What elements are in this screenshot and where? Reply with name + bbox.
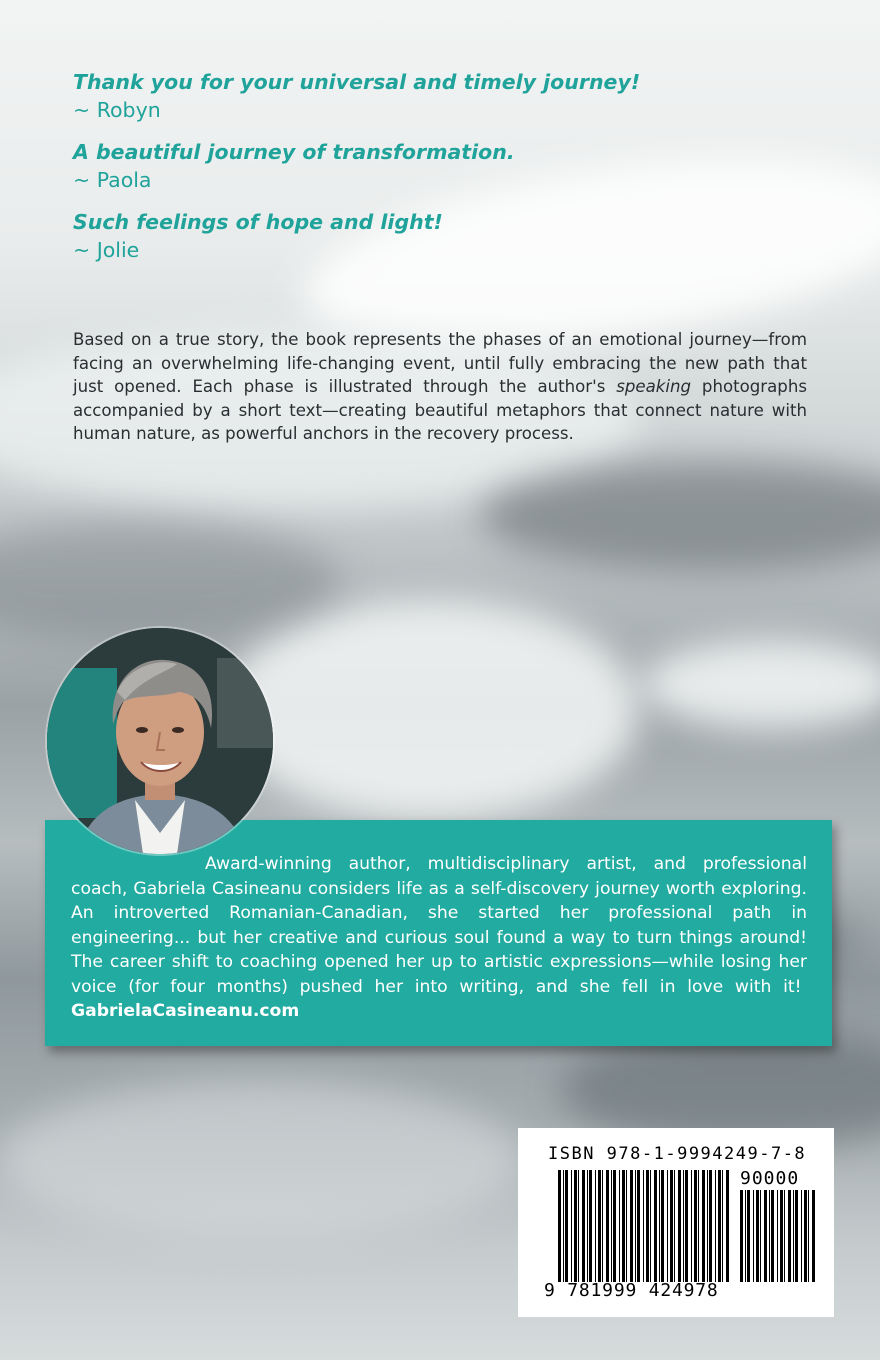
barcode-bar [769,1190,770,1282]
barcode-bar [626,1170,627,1282]
barcode-bar [606,1170,609,1282]
review [73,208,673,264]
barcode-bar [702,1170,705,1282]
barcode-bar [602,1170,603,1282]
barcode-bar [635,1170,636,1282]
barcode-bar [558,1170,561,1282]
review-quote: Thank you for your universal and timely journey! [73,70,641,94]
review-author: ~ Jolie [73,238,140,262]
barcode-bar [745,1190,746,1282]
barcode-bar [650,1170,651,1282]
author-portrait-image [47,628,273,854]
barcode-bar [788,1190,791,1282]
barcode-bar [784,1190,785,1282]
barcode-bar [565,1170,568,1282]
barcode-bar [715,1170,716,1282]
book-description [73,328,807,446]
barcode-bar [698,1170,699,1282]
author-photo [47,628,273,854]
barcode-bar [630,1170,633,1282]
review [73,138,673,194]
barcode-bar [563,1170,564,1282]
barcode-bar [659,1170,660,1282]
barcode-bar [598,1170,601,1282]
barcode-bar [804,1190,807,1282]
description-text-continued: photographs accompanied by a short text—creating beautiful metaphors that connect nature with human nature, as powerful anchors in the recovery process. [73,377,807,444]
barcode-bar [709,1170,712,1282]
barcode-bar [611,1170,612,1282]
barcode-bar [771,1190,774,1282]
barcode-bar [801,1190,802,1282]
barcode-bar [756,1190,759,1282]
review-quote: A beautiful journey of transformation. [73,140,515,164]
barcode-bar [589,1170,592,1282]
barcode-bar [613,1170,616,1282]
review-quote: Such feelings of hope and light! [73,210,443,234]
description-emphasis: speaking [616,377,692,397]
ean-barcode-bars [558,1170,730,1282]
addon-barcode-bars [740,1190,816,1282]
isbn-barcode [518,1128,834,1317]
barcode-bar [683,1170,684,1282]
ean-digits: 9 781999 424978 [544,1280,719,1301]
barcode-bar [685,1170,688,1282]
barcode-bar [595,1170,596,1282]
barcode-bar [587,1170,588,1282]
barcode-bar [582,1170,585,1282]
barcode-bar [726,1170,729,1282]
barcode-bar [694,1170,697,1282]
barcode-bar [777,1190,778,1282]
barcode-bar [646,1170,649,1282]
barcode-bar [753,1190,754,1282]
barcode-bar [637,1170,640,1282]
review [73,68,673,124]
review-author: ~ Robyn [73,98,161,122]
barcode-bar [808,1190,809,1282]
author-bio-text: Award-winning author, multidisciplinary artist, and professional coach, Gabriela Casineanu considers life as a self-discovery journey worth exploring. An introverted Romanian-Canadian, she started her professional path in engineering... but her creative and curious soul found a way to turn things around! The career shift to coaching opened her up to artistic expressions—while losing her voice (for four months) pushed her into writing, and she fell in love with it! [71,854,807,997]
isbn-label: ISBN 978-1-9994249-7-8 [548,1144,807,1164]
author-bio [71,852,807,1024]
review-author: ~ Paola [73,168,152,192]
description-text: Based on a true story, the book represents the phases of an emotional journey—from facing an overwhelming life-changing event, until fully embracing the new path that just opened. Each phase is illustrated through the author's [73,330,807,397]
author-website: GabrielaCasineanu.com [71,1001,300,1021]
reviews-section [73,68,673,278]
barcode-bar [764,1190,767,1282]
barcode-bar [795,1190,798,1282]
barcode-bar [654,1170,657,1282]
barcode-bar [619,1170,620,1282]
barcode-bar [740,1190,743,1282]
barcode-bar [667,1170,668,1282]
barcode-bar [622,1170,625,1282]
barcode-bar [793,1190,794,1282]
barcode-bar [722,1170,723,1282]
barcode-bar [780,1190,783,1282]
barcode-bar [578,1170,579,1282]
barcode-bar [812,1190,815,1282]
barcode-bar [691,1170,692,1282]
barcode-bar [718,1170,721,1282]
barcode-bar [661,1170,664,1282]
barcode-bar [571,1170,572,1282]
barcode-bar [760,1190,761,1282]
barcode-bar [707,1170,708,1282]
barcode-bar [747,1190,750,1282]
barcode-bar [678,1170,681,1282]
barcode-bar [670,1170,673,1282]
barcode-bar [674,1170,675,1282]
price-code: 90000 [740,1168,800,1189]
barcode-bar [643,1170,644,1282]
barcode-bar [574,1170,577,1282]
